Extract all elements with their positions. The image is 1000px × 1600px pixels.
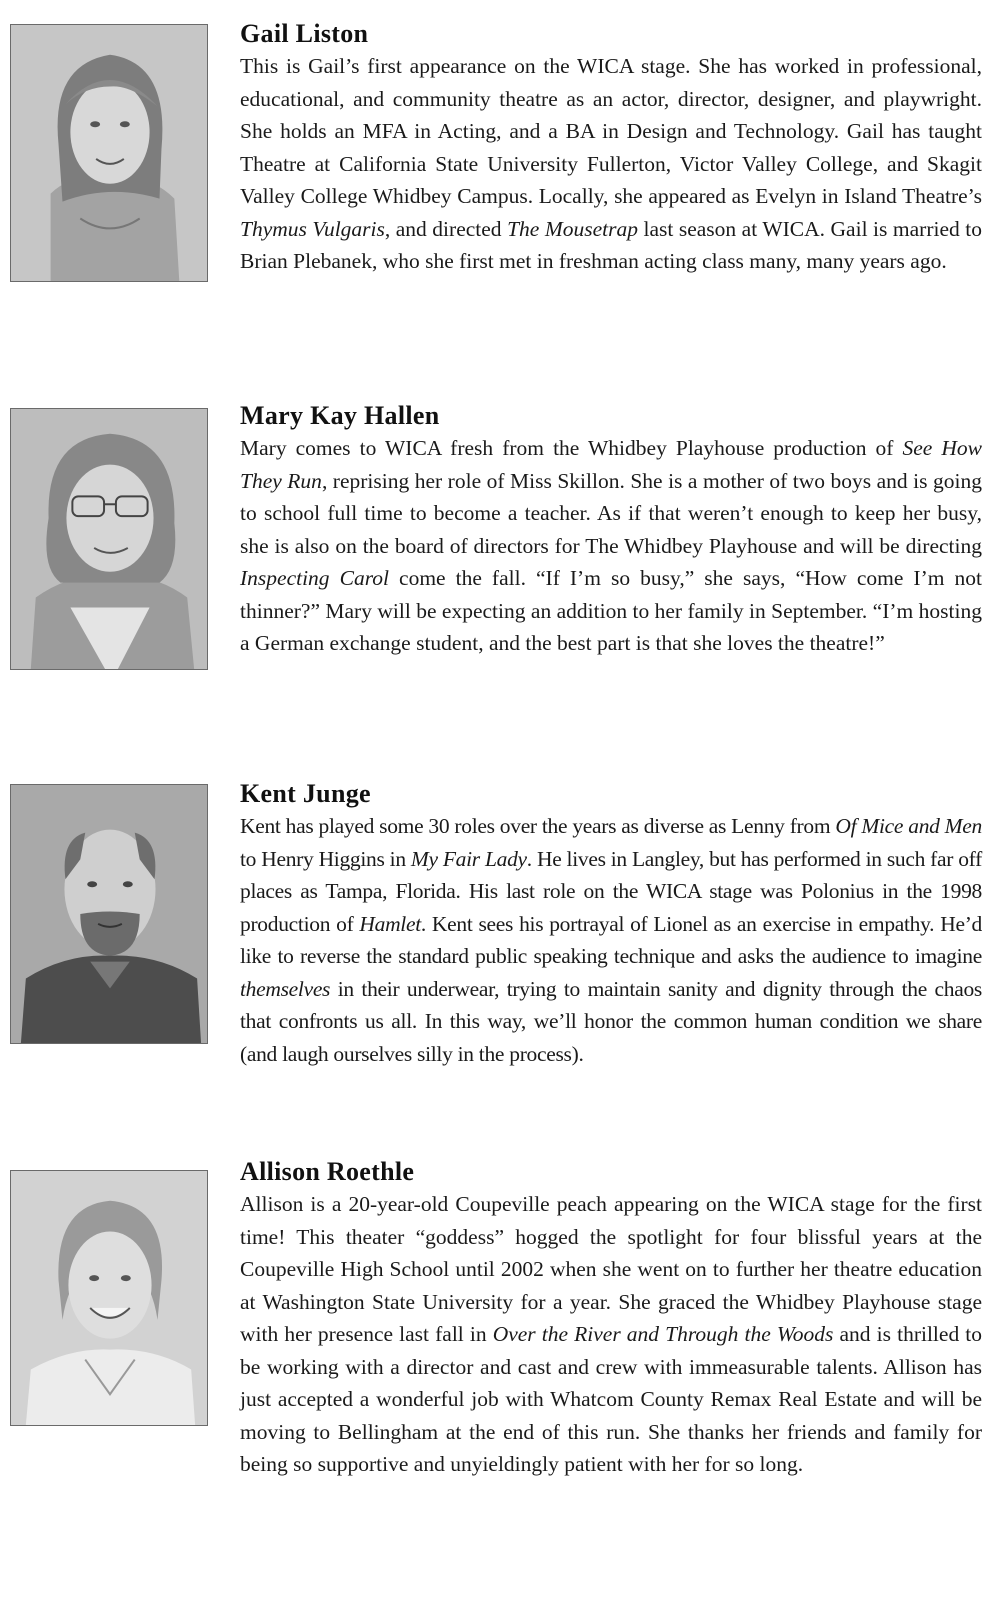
headshot-photo bbox=[10, 24, 208, 282]
bio-paragraph: Kent has played some 30 roles over the years as diverse as Lenny from Of Mice and Men to Henry Higgins in My Fair Lady. He lives in Langley, but has performed in such far off places as Tampa, Florida. His last role on the WICA stage was Polonius in the 1998 production of Hamlet. Kent sees his portrayal of Lionel as an exercise in empathy. He’d like to reverse the standard public speaking technique and asks the audience to imagine themselves in their underwear, trying to maintain sanity and dignity through the chaos that confronts us all. In this way, we’ll honor the common human condition we share (and laugh ourselves silly in the process). bbox=[240, 814, 982, 1066]
bio-paragraph: This is Gail’s first appearance on the WICA stage. She has worked in professional, educational, and community theatre as an actor, director, designer, and playwright. She holds an MFA in Acting, and a BA in Design and Technology. Gail has taught Theatre at California State University Fullerton, Victor Valley College, and Skagit Valley College Whidbey Campus. Locally, she appeared as Evelyn in Island Theatre’s Thymus Vulgaris, and directed The Mousetrap last season at WICA. Gail is married to Brian Plebanek, who she first met in freshman acting class many, many years ago. bbox=[240, 54, 982, 273]
bio-paragraph: Allison is a 20-year-old Coupeville peach appearing on the WICA stage for the first time! This theater “goddess” hogged the spotlight for four blissful years at the Coupeville High School until 2002 when she went on to further her theatre education at Washington State University for a year. She graced the Whidbey Playhouse stage with her presence last fall in Over the River and Through the Woods and is thrilled to be working with a director and cast and crew with immeasurable talents. Allison has just accepted a wonderful job with Whatcom County Remax Real Estate and will be moving to Bellingham at the end of this run. She thanks her friends and family for being so supportive and unyieldingly patient with her for so long. bbox=[240, 1192, 983, 1476]
actor-name: Gail Liston bbox=[240, 19, 369, 48]
actor-name: Allison Roethle bbox=[240, 1157, 415, 1186]
bio-paragraph: Mary comes to WICA fresh from the Whidbey Playhouse production of See How They Run, reprising her role of Miss Skillon. She is a mother of two boys and is going to school full time to become a teacher. As if that weren’t enough to keep her busy, she is also on the board of directors for The Whidbey Playhouse and will be directing Inspecting Carol come the fall. “If I’m so busy,” she says, “How come I’m not thinner?” Mary will be expecting an addition to her family in September. “I’m hosting a German exchange student, and the best part is that she loves the theatre!” bbox=[240, 436, 982, 655]
headshot-photo bbox=[10, 784, 208, 1044]
actor-name: Mary Kay Hallen bbox=[240, 401, 440, 430]
headshot-photo bbox=[10, 1170, 208, 1426]
actor-name: Kent Junge bbox=[240, 779, 371, 808]
headshot-photo bbox=[10, 408, 208, 670]
